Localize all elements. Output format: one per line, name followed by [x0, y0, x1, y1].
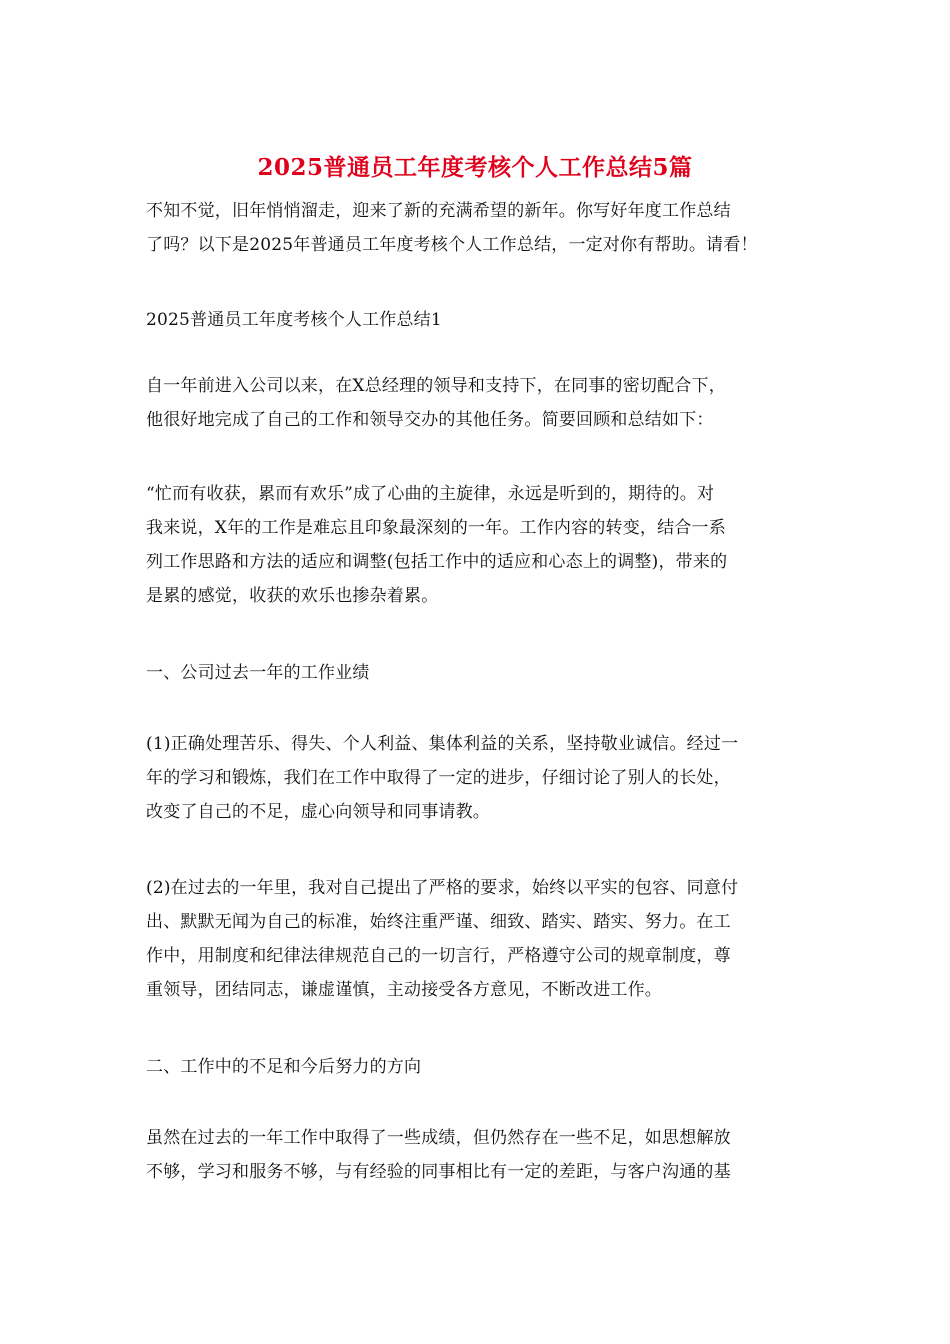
paragraph-line: 不够，学习和服务不够，与有经验的同事相比有一定的差距，与客户沟通的基 — [146, 1162, 731, 1182]
paragraph-5 — [146, 1121, 814, 1189]
paragraph-line: 自一年前进入公司以来，在X总经理的领导和支持下，在同事的密切配合下， — [146, 376, 726, 396]
intro-line: 了吗？以下是2025年普通员工年度考核个人工作总结，一定对你有帮助。请看！ — [146, 235, 758, 255]
heading-2 — [146, 1050, 814, 1084]
paragraph-line: 作中，用制度和纪律法律规范自己的一切言行，严格遵守公司的规章制度，尊 — [146, 946, 731, 966]
paragraph-line: 是累的感觉，收获的欢乐也掺杂着累。 — [146, 586, 439, 606]
paragraph-1 — [146, 369, 814, 437]
paragraph-3 — [146, 727, 814, 829]
section-title — [146, 303, 814, 337]
paragraph-line: 虽然在过去的一年工作中取得了一些成绩，但仍然存在一些不足，如思想解放 — [146, 1128, 731, 1148]
paragraph-line: 出、默默无闻为自己的标准，始终注重严谨、细致、踏实、踏实、努力。在工 — [146, 912, 731, 932]
paragraph-line: 他很好地完成了自己的工作和领导交办的其他任务。简要回顾和总结如下： — [146, 410, 714, 430]
paragraph-line: 改变了自己的不足，虚心向领导和同事请教。 — [146, 802, 490, 822]
section-title-text: 2025普通员工年度考核个人工作总结1 — [146, 310, 442, 330]
paragraph-line: 年的学习和锻炼，我们在工作中取得了一定的进步，仔细讨论了别人的长处， — [146, 768, 731, 788]
paragraph-4 — [146, 871, 814, 1007]
paragraph-line: (2)在过去的一年里，我对自己提出了严格的要求，始终以平实的包容、同意付 — [146, 878, 739, 898]
paragraph-line: (1)正确处理苦乐、得失、个人利益、集体利益的关系，坚持敬业诚信。经过一 — [146, 734, 739, 754]
heading-1 — [146, 656, 814, 690]
paragraph-line: 重领导，团结同志，谦虚谨慎，主动接受各方意见，不断改进工作。 — [146, 980, 662, 1000]
intro-line: 不知不觉，旧年悄悄溜走，迎来了新的充满希望的新年。你写好年度工作总结 — [146, 201, 731, 221]
paragraph-line: “忙而有收获，累而有欢乐”成了心曲的主旋律，永远是听到的，期待的。对 — [146, 484, 715, 504]
paragraph-line: 我来说，X年的工作是难忘且印象最深刻的一年。工作内容的转变，结合一系 — [146, 518, 726, 538]
paragraph-line: 列工作思路和方法的适应和调整(包括工作中的适应和心态上的调整)，带来的 — [146, 552, 728, 572]
paragraph-2 — [146, 477, 814, 613]
heading-text: 二、工作中的不足和今后努力的方向 — [146, 1057, 422, 1077]
heading-text: 一、公司过去一年的工作业绩 — [146, 663, 370, 683]
intro-paragraph — [146, 194, 814, 262]
document-title: 2025普通员工年度考核个人工作总结5篇 — [257, 154, 693, 181]
